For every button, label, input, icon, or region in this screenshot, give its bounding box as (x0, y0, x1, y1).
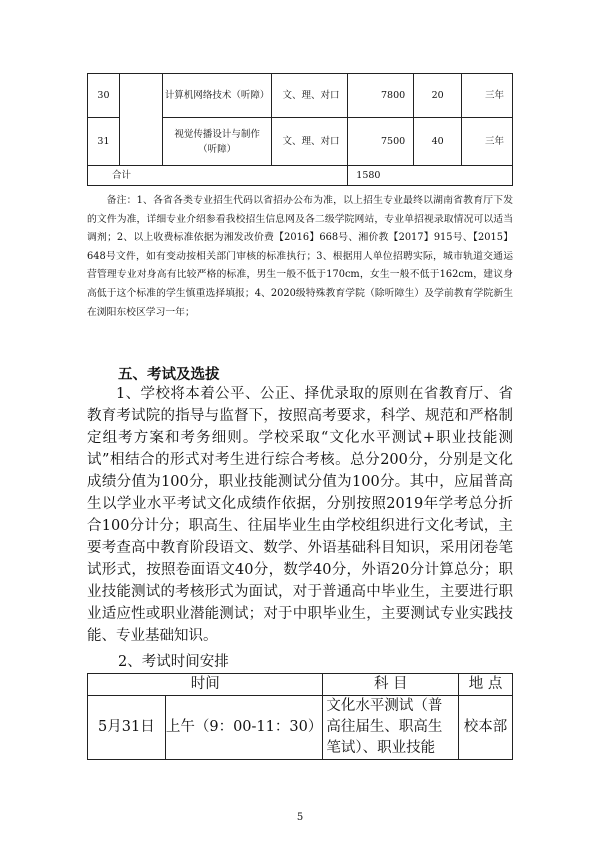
tuition-fee: 7500 (348, 118, 414, 166)
exam-date: 5月31日 (88, 696, 166, 760)
college-cell (119, 74, 162, 166)
majors-table (87, 73, 513, 186)
exam-paragraph (87, 383, 513, 647)
subject-category: 文、理、对口 (272, 74, 348, 118)
header-time: 时间 (88, 674, 323, 696)
paragraph-text: 1、学校将本着公平、公正、择优录取的原则在省教育厅、省教育考试院的指导与监督下，按照高考要求，科学、规范和严格制定组考方案和考务细则。学校采取“文化水平测试+职业技能测试”相结合的形式对考生进行综合考核。总分200分，分别是文化成绩分值为100分，职业技能测试分值为100分。其中，应届普高生以学业水平考试文化成绩作依据，分别按照2019年学考总分折合100分计分；职高生、往届毕业生由学校组织进行文化考试，主要考查高中教育阶段语文、数学、外语基础科目知识，采用闭卷笔试形式，按照卷面语文40分，数学40分，外语20分计算总分；职业技能测试的考核形式为面试，对于普通高中毕业生，主要进行职业适应性或职业潜能测试；对于中职毕业生，主要测试专业实践技能、专业基础知识。 (87, 386, 513, 644)
notes (87, 192, 513, 322)
study-years: 三年 (462, 118, 513, 166)
page-number: 5 (296, 812, 304, 823)
subject-category: 文、理、对口 (272, 118, 348, 166)
study-years: 三年 (462, 74, 513, 118)
total-label: 合计 (88, 166, 348, 186)
table-header-row (88, 674, 513, 696)
section-title: 五、考试及选拔 (118, 366, 220, 383)
total-row (88, 166, 513, 186)
enrollment-quota: 20 (414, 74, 462, 118)
exam-place: 校本部 (459, 696, 513, 760)
row-number: 30 (88, 74, 120, 118)
schedule-title: 2、考试时间安排 (118, 654, 229, 670)
header-place: 地 点 (459, 674, 513, 696)
table-row (88, 74, 513, 118)
tuition-fee: 7800 (348, 74, 414, 118)
notes-text: 备注：1、各省各类专业招生代码以省招办公布为准，以上招生专业最终以湖南省教育厅下发的文件为准，详细专业介绍参看我校招生信息网及各二级学院网站，专业单招视录取情况可以适当调剂；2、以上收费标准依据为湘发改价费【2016】668号、湘价教【2017】915号、【2015】648号文件，如有变动按相关部门审核的标准执行；3、根据用人单位招聘实际，城市轨道交通运营管理专业对身高有比较严格的标准，男生一般不低于170cm，女生一般不低于162cm，建议身高低于这个标准的学生慎重选择填报；4、2020级特殊教育学院（除听障生）及学前教育学院新生在浏阳东校区学习一年； (87, 195, 513, 318)
total-value: 1580 (348, 166, 513, 186)
enrollment-quota: 40 (414, 118, 462, 166)
major-name: 计算机网络技术（听障） (162, 74, 272, 118)
exam-period: 上午（9：00-11：30） (165, 696, 323, 760)
table-row (88, 696, 513, 760)
major-name: 视觉传播设计与制作 （听障） (162, 118, 272, 166)
schedule-table (87, 673, 513, 760)
row-number: 31 (88, 118, 120, 166)
header-subject: 科 目 (323, 674, 459, 696)
exam-subject: 文化水平测试（普 高往届生、职高生 笔试）、职业技能 (323, 696, 459, 760)
